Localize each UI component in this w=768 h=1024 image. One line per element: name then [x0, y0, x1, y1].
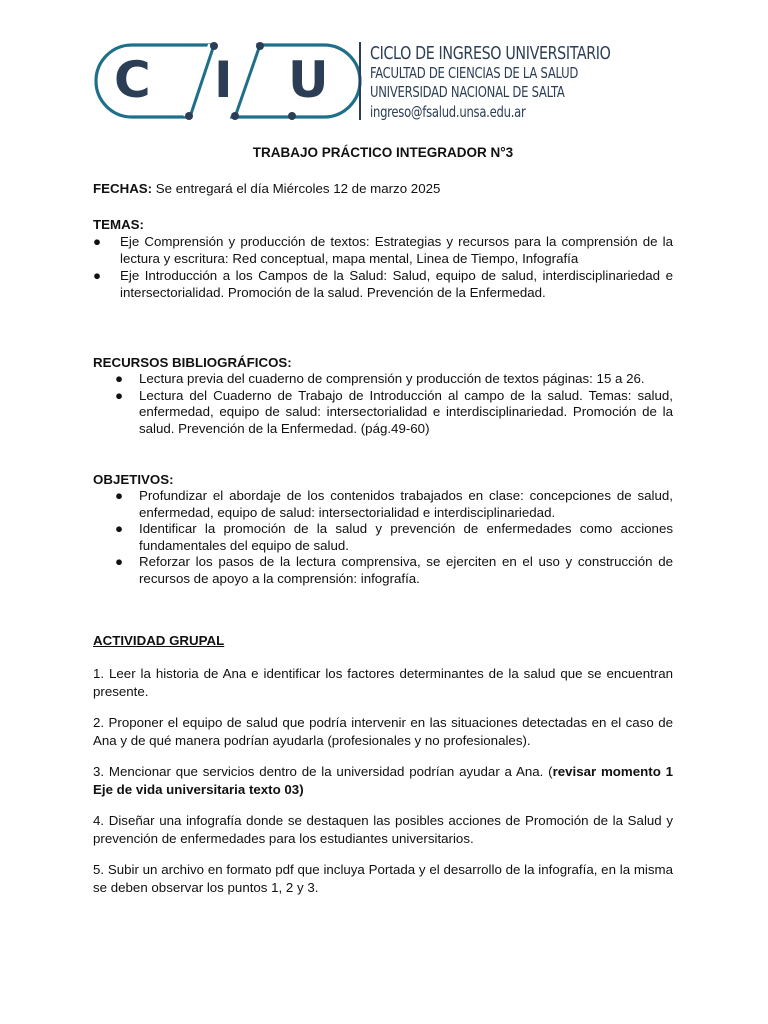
- temas-list: [93, 233, 673, 301]
- institution-email: ingreso@fsalud.unsa.edu.ar: [370, 102, 526, 121]
- temas-heading: TEMAS:: [93, 217, 144, 232]
- bullet-icon: ●: [115, 521, 124, 536]
- actividad-item-4: 4. Diseñar una infografía donde se destaquen las posibles acciones de Promoción de la Salud y prevención de enfermedades para los estudiantes universitarios.: [93, 813, 673, 846]
- logo-letter-u: U: [288, 51, 329, 109]
- institution-line-3: UNIVERSIDAD NACIONAL DE SALTA: [370, 83, 565, 101]
- document-body: [93, 144, 673, 896]
- recursos-heading: RECURSOS BIBLIOGRÁFICOS:: [93, 355, 292, 370]
- actividad-item-2: 2. Proponer el equipo de salud que podría intervenir en las situaciones detectadas en el caso de Ana y de qué manera podrían ayudarla (profesionales y no profesionales).: [93, 715, 673, 748]
- objetivos-item-text: Profundizar el abordaje de los contenidos trabajados en clase: concepciones de salud, enfermedad, equipo de salud: intersectorialidad e interdisciplinariedad.: [139, 488, 673, 520]
- list-item: [93, 554, 673, 587]
- list-item: [93, 267, 673, 301]
- bullet-icon: ●: [93, 268, 102, 283]
- fechas-label: FECHAS:: [93, 181, 153, 196]
- actividad-item-1: 1. Leer la historia de Ana e identificar los factores determinantes de la salud que se encuentran presente.: [93, 666, 673, 699]
- logo-letter-i: I: [214, 51, 233, 109]
- list-item: [93, 233, 673, 267]
- bullet-icon: ●: [115, 387, 124, 403]
- actividad-item-3-bold: revisar momento 1 Eje de vida universitaria texto 03): [93, 764, 674, 797]
- temas-item-text: Eje Comprensión y producción de textos: Estrategias y recursos para la comprensión de la lectura y escritura: Red conceptual, mapa mental, Linea de Tiempo, Infografía: [120, 234, 673, 266]
- list-item: [93, 488, 673, 521]
- list-item: [93, 521, 673, 554]
- institution-block: [370, 44, 643, 122]
- bullet-icon: ●: [115, 554, 124, 569]
- list-item: [93, 388, 673, 438]
- actividad-item-3: [93, 763, 673, 798]
- objetivos-item-text: Reforzar los pasos de la lectura comprensiva, se ejerciten en el uso y construcción de recursos de apoyo a la comprensión: infografía.: [139, 554, 673, 586]
- actividad-item-5: 5. Subir un archivo en formato pdf que incluya Portada y el desarrollo de la infografía, en la misma se deben observar los puntos 1, 2 y 3.: [93, 862, 673, 895]
- logo-divider: [359, 42, 361, 120]
- recursos-item-text: Lectura previa del cuaderno de comprensión y producción de textos páginas: 15 a 26.: [139, 371, 645, 386]
- recursos-list: [93, 371, 673, 437]
- recursos-item-text: Lectura del Cuaderno de Trabajo de Introducción al campo de la salud. Temas: salud, enfermedad, equipo de salud: intersectorialidad e interdisciplinariedad. Promoción de la salud. Prevención de la Enfermedad. (pág.49-60): [139, 387, 673, 436]
- institution-line-2: FACULTAD DE CIENCIAS DE LA SALUD: [370, 63, 579, 82]
- fechas-text: Se entregará el día Miércoles 12 de marzo 2025: [152, 181, 441, 196]
- institution-line-1: CICLO DE INGRESO UNIVERSITARIO: [370, 43, 611, 64]
- fechas-line: [93, 180, 673, 197]
- list-item: [93, 371, 673, 388]
- actividad-list: [93, 665, 673, 896]
- objetivos-heading: OBJETIVOS:: [93, 472, 174, 487]
- temas-item-text: Eje Introducción a los Campos de la Salud: Salud, equipo de salud, interdisciplinariedad e intersectorialidad. Promoción de la salud. Prevención de la Enfermedad.: [120, 268, 673, 300]
- document-title: TRABAJO PRÁCTICO INTEGRADOR N°3: [252, 145, 514, 160]
- actividad-item-3-text: 3. Mencionar que servicios dentro de la universidad podrían ayudar a Ana. (: [93, 764, 553, 779]
- objetivos-list: [93, 488, 673, 587]
- bullet-icon: ●: [115, 488, 124, 503]
- bullet-icon: ●: [115, 371, 124, 386]
- logo-letter-c: C: [114, 51, 151, 109]
- actividad-heading: ACTIVIDAD GRUPAL: [93, 633, 225, 648]
- objetivos-item-text: Identificar la promoción de la salud y prevención de enfermedades como acciones fundamentales del equipo de salud.: [139, 521, 673, 553]
- bullet-icon: ●: [93, 234, 102, 249]
